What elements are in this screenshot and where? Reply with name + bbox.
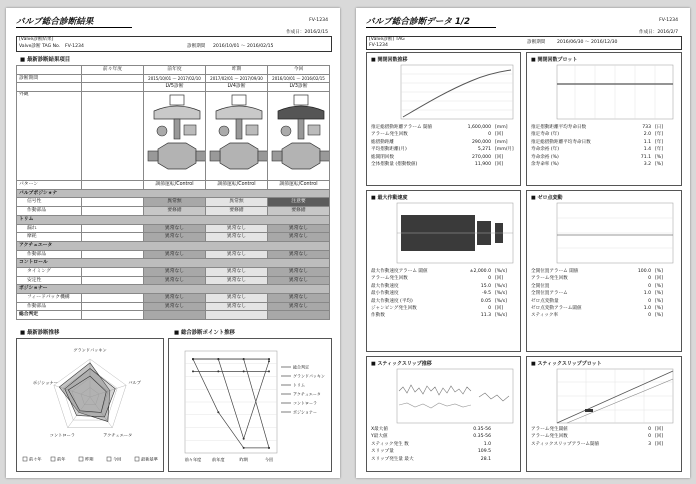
panel-max-speed: [366, 190, 521, 352]
stat-label: スティックスリップアラーム閾値: [531, 441, 600, 447]
panel-title: ■ スティックスリップ推移: [371, 360, 432, 367]
section-title-results: ■ 最新診断結果項目: [20, 55, 70, 63]
result-cell: 異常なし: [206, 302, 268, 311]
stat-unit: [回]: [495, 276, 504, 282]
trend-chart-panel: [168, 338, 332, 472]
result-cell: 異常なし: [268, 302, 330, 311]
stat-value: 0: [488, 132, 491, 138]
stat-label: 全閉位置アラーム: [531, 291, 568, 297]
stat-unit: [%/s]: [495, 291, 507, 297]
tag-value: FV-1234: [369, 42, 388, 48]
stat-value: 28.1: [480, 456, 491, 462]
trend-legend-label: ポジショナー: [293, 409, 317, 415]
result-cell: 異常無: [144, 198, 206, 207]
table-header-row: [17, 66, 330, 75]
stat-label: スティック率: [531, 313, 559, 319]
trend-x-tick: 今回: [264, 457, 274, 462]
row-label: 診断期間: [17, 74, 82, 83]
trend-point: [243, 447, 245, 449]
stat-unit: [年]: [655, 132, 664, 138]
result-cell: 異常なし: [144, 250, 206, 259]
stat-label: 全体摺動量 (摺動数値): [371, 162, 418, 167]
panel-title: ■ ゼロ点変動: [531, 194, 562, 201]
radar-axis-label: バルブ: [128, 379, 141, 385]
table-row-image: [17, 92, 330, 181]
result-cell: 異常なし: [268, 233, 330, 242]
stat-unit: [%]: [655, 291, 663, 297]
stat-unit: [%/s]: [495, 283, 507, 289]
stat-label: 推定総摺動距離平均寿命日数: [531, 139, 591, 145]
table-group-row: [17, 259, 330, 268]
trend-legend-label: コントローラ: [293, 400, 317, 406]
trend-point: [217, 358, 219, 360]
report-page-left: [6, 8, 340, 478]
stat-value: 100.0: [637, 269, 651, 274]
result-cell: 異常なし: [206, 294, 268, 303]
stat-label: アラーム発生閾値: [531, 427, 568, 432]
col-header: 前年度: [144, 66, 206, 75]
result-cell: 異常無: [206, 198, 268, 207]
result-cell: [82, 294, 144, 303]
stat-unit: [%/s]: [495, 298, 507, 304]
radar-legend-swatch: [23, 457, 27, 461]
trend-point: [192, 358, 194, 360]
stat-label: 余寿命率 (%): [531, 162, 559, 167]
diagnosis-groups: [17, 189, 330, 311]
stat-value: 1.1: [643, 139, 651, 145]
stat-value: 71.1: [640, 154, 651, 160]
tag-label: Valve診断 TAG No.: [19, 43, 61, 49]
stat-label: X最大値: [371, 427, 388, 432]
trend-point: [243, 438, 245, 440]
stat-label: 最小作動速度: [371, 291, 399, 297]
pattern-cell: 調節運転/Control: [144, 181, 206, 190]
trend-legend-label: アクチュエータ: [293, 391, 321, 397]
trend-point: [268, 358, 270, 360]
row-label: 作動部品: [17, 250, 82, 259]
stat-unit: [回]: [655, 441, 664, 447]
trend-x-tick: 前年度: [212, 457, 225, 462]
result-cell: [82, 207, 144, 216]
panel-title: ■ 開閉回数プロット: [531, 56, 577, 63]
stat-value: 0: [648, 427, 651, 432]
result-cell: [82, 276, 144, 285]
radar-legend-label: 今回: [113, 456, 122, 462]
stat-label: 総開閉回数: [371, 154, 394, 160]
stat-unit: [回]: [495, 162, 504, 167]
section-title-radar: ■ 最新診断推移: [20, 328, 59, 336]
stat-label: スリップ発生量 最大: [371, 456, 414, 462]
stat-value: 109.5: [477, 449, 491, 455]
header-box: [366, 36, 682, 50]
stat-unit: [%]: [655, 154, 663, 160]
stat-unit: [%]: [655, 298, 663, 304]
row-label: 作動部品: [17, 302, 82, 311]
result-cell: 異常なし: [144, 302, 206, 311]
trend-point: [243, 358, 245, 360]
header-box: [16, 36, 332, 52]
stat-unit: [回]: [495, 306, 504, 311]
stat-label: 作動数: [371, 313, 385, 319]
title-underline: [16, 27, 132, 28]
stat-unit: [%]: [655, 283, 663, 289]
stat-label: 総摺動距離: [371, 139, 394, 145]
stat-value: -9.5: [482, 291, 491, 297]
result-cell: [82, 302, 144, 311]
stat-unit: [%]: [655, 306, 663, 311]
stat-label: ゼロ点変動量: [531, 298, 559, 304]
table-row: [17, 233, 330, 242]
stat-value: 1.0: [483, 441, 491, 447]
row-label: 漏れ: [17, 224, 82, 233]
trend-x-tick: 昨期: [239, 457, 248, 462]
score-label: LV3診断: [268, 83, 330, 92]
image-cell-empty: [82, 92, 144, 181]
pattern-cell: 調節運転/Control: [268, 181, 330, 190]
stat-value: 3: [648, 441, 651, 447]
stat-label: 全開位置アラーム 閾値: [531, 269, 579, 274]
col-header: 昨期: [206, 66, 268, 75]
stat-unit: [%]: [655, 269, 663, 274]
panel-title: ■ スティックスリッププロット: [531, 360, 602, 367]
score-label: LV4診断: [206, 83, 268, 92]
overall-cell: [82, 311, 144, 320]
stat-label: アラーム発生回数: [371, 132, 408, 138]
panel-stick-slip-plot: [526, 356, 682, 472]
stat-label: 寿命余裕 (%): [531, 154, 559, 160]
result-cell: [82, 198, 144, 207]
tag-label: [Valve診断] TAG: [369, 37, 405, 42]
radar-axis-label: グランドパッキン: [73, 347, 107, 353]
row-label: パターン: [17, 181, 82, 190]
stat-value: 0.35-56: [473, 434, 491, 440]
stat-label: 最大作動速度: [371, 283, 399, 289]
group-label: アクチュエータ: [17, 241, 330, 250]
overall-cell: [144, 311, 206, 320]
trend-point: [217, 411, 219, 413]
stat-unit: [年]: [655, 147, 664, 153]
report-page-right: [356, 8, 690, 478]
radar-legend-swatch: [135, 457, 139, 461]
stat-label: ゼロ点変動アラーム閾値: [531, 306, 582, 311]
valve-result-label: [Valve診断結果]: [19, 37, 54, 42]
valve-image-cell: [268, 92, 330, 181]
panel-open-close-trend: [366, 52, 521, 186]
stat-value: ±2,000.0: [469, 269, 491, 274]
stat-value: 0: [648, 313, 651, 319]
stat-value: 11,900: [474, 162, 491, 167]
trend-point: [268, 370, 270, 372]
title-underline: [366, 27, 496, 28]
period-cell: 2016/10/01 ～ 2016/02/15: [268, 74, 330, 83]
stat-value: 15.0: [480, 283, 491, 289]
page-title: バルブ総合診断結果: [16, 17, 94, 27]
radar-chart: [17, 339, 163, 471]
stat-label: アラーム発生回数: [531, 434, 568, 440]
result-cell: 要修繕: [268, 207, 330, 216]
section-title-trend: ■ 総合診断ポイント推移: [174, 328, 235, 336]
panel-title: ■ 開閉回数推移: [371, 56, 407, 63]
table-row: [17, 207, 330, 216]
result-cell: 異常なし: [268, 276, 330, 285]
result-cell: 異常なし: [144, 276, 206, 285]
result-cell: [82, 250, 144, 259]
trend-legend-label: 総合判定: [293, 364, 309, 370]
radar-axis-label: コントローラ: [49, 432, 75, 438]
result-cell: 異常なし: [268, 224, 330, 233]
trend-point: [268, 360, 270, 362]
overall-cell: [206, 311, 268, 320]
period-value: 2016/10/01 ～ 2016/02/15: [213, 43, 274, 49]
stat-label: 寿命余裕 (年): [531, 147, 560, 153]
stat-value: 1.0: [643, 291, 651, 297]
table-row: [17, 181, 330, 190]
row-label: 安定性: [17, 276, 82, 285]
period-label: 診断期間: [187, 43, 206, 49]
stat-unit: [回]: [495, 132, 504, 138]
valve-image-cell: [206, 92, 268, 181]
result-cell: 注意要: [268, 198, 330, 207]
stat-value: 0: [648, 283, 651, 289]
stat-unit: [回]: [655, 434, 664, 440]
stick-slip-plot-chart: [527, 357, 681, 471]
table-group-row: [17, 285, 330, 294]
stat-label: 推定摺動距離平均寿命日数: [531, 125, 587, 130]
control-valve-illustration: [146, 93, 206, 177]
row-label: 作動部品: [17, 207, 82, 216]
trend-chart: [169, 339, 331, 471]
group-label: ポジショナー: [17, 285, 330, 294]
result-cell: 異常なし: [268, 294, 330, 303]
row-label-blank: [17, 83, 82, 92]
table-group-row: [17, 189, 330, 198]
result-cell: 異常なし: [206, 224, 268, 233]
period-cell: 2015/10/01 ～ 2017/02/10: [144, 74, 206, 83]
control-valve-illustration: [270, 93, 330, 177]
stat-label: ジャンピング発生回数: [371, 306, 417, 311]
stat-label: スティック発生 数: [371, 441, 409, 447]
stat-value: 0: [488, 306, 491, 311]
result-cell: 異常なし: [206, 276, 268, 285]
stat-value: 0.05: [480, 298, 491, 304]
sheet-number: FV-1234: [659, 18, 678, 23]
stat-label: 推定寿命 (年): [531, 132, 560, 138]
row-label: 外観: [17, 92, 82, 181]
stat-value: 2.0: [643, 132, 651, 138]
score-label: [82, 83, 144, 92]
table-row: [17, 267, 330, 276]
radar-legend-swatch: [107, 457, 111, 461]
row-label: タイミング: [17, 267, 82, 276]
control-valve-illustration: [208, 93, 268, 177]
stat-value: 733: [642, 125, 651, 130]
group-label: バルブポジショナ: [17, 189, 330, 198]
radar-legend-label: 昨期: [85, 456, 94, 462]
valve-image-cell: [144, 92, 206, 181]
radar-legend-label: 最新基準: [141, 456, 158, 462]
table-group-row: [17, 241, 330, 250]
trend-point: [268, 447, 270, 449]
period-value: 2016/06/30 ～ 2016/12/30: [557, 40, 618, 45]
stat-unit: [mm/月]: [495, 147, 514, 153]
stat-label: 平均摺動距離(月): [371, 147, 407, 153]
panel-stick-slip-trend: [366, 356, 521, 472]
period-label: 診断期間: [527, 40, 546, 45]
stat-value: 5,271: [477, 147, 491, 153]
result-cell: 要修繕: [206, 207, 268, 216]
result-cell: 異常なし: [144, 233, 206, 242]
stat-unit: [回]: [655, 427, 664, 432]
result-cell: 異常なし: [144, 224, 206, 233]
trend-point: [192, 370, 194, 372]
table-corner: [17, 66, 82, 75]
created-date: 作成日：2016/2/15: [286, 30, 328, 35]
score-label: LV5診断: [144, 83, 206, 92]
result-cell: [82, 267, 144, 276]
col-header: 前々年度: [82, 66, 144, 75]
stat-unit: [回]: [655, 276, 664, 282]
sheet-number: FV-1234: [309, 18, 328, 23]
table-row: [17, 74, 330, 83]
group-label: コントロール: [17, 259, 330, 268]
table-row: [17, 276, 330, 285]
table-row: [17, 294, 330, 303]
row-label: 総合判定: [17, 311, 82, 320]
stat-unit: [mm]: [495, 125, 508, 130]
stat-unit: [%]: [655, 162, 663, 167]
result-cell: 異常なし: [206, 267, 268, 276]
result-cell: 要修繕: [144, 207, 206, 216]
trend-legend-label: グランドパッキン: [293, 373, 325, 379]
trend-x-tick: 前々年度: [184, 457, 202, 462]
created-date: 作成日：2016/2/7: [638, 30, 678, 35]
stat-label: アラーム発生回数: [531, 276, 568, 282]
result-cell: 異常なし: [206, 233, 268, 242]
period-cell: [82, 74, 144, 83]
stat-value: 1.4: [643, 147, 651, 153]
radar-legend-swatch: [79, 457, 83, 461]
stat-label: 推定総摺動距離アラーム 閾値: [371, 125, 433, 130]
trend-legend-label: トリム: [293, 382, 305, 388]
page-title: バルブ総合診断データ 1/2: [366, 17, 471, 27]
overall-cell: [268, 311, 330, 320]
radar-legend-swatch: [51, 457, 55, 461]
stat-unit: [日]: [655, 125, 664, 130]
table-row-overall: [17, 311, 330, 320]
stat-value: 0: [488, 276, 491, 282]
stat-value: 290,000: [472, 139, 491, 145]
row-label: 摩耗: [17, 233, 82, 242]
table-row: [17, 250, 330, 259]
tag-value: FV-1234: [65, 43, 84, 49]
result-cell: [82, 233, 144, 242]
pattern-cell: 調節運転/Control: [206, 181, 268, 190]
stat-value: 0: [648, 276, 651, 282]
stat-unit: [回]: [495, 154, 504, 160]
stat-value: 11.3: [480, 313, 491, 319]
result-cell: 異常なし: [268, 267, 330, 276]
radar-legend-label: 前々年: [29, 456, 42, 462]
stat-value: 270,000: [472, 154, 491, 160]
stat-label: 全開位置: [531, 283, 550, 289]
result-cell: 異常なし: [144, 294, 206, 303]
radar-chart-panel: [16, 338, 164, 472]
trend-point: [217, 370, 219, 372]
panel-title: ■ 最大作動速度: [371, 194, 407, 201]
stat-label: 最大作動速度 (平均): [371, 298, 413, 304]
row-label: フィードバック機構: [17, 294, 82, 303]
radar-legend-label: 前年: [57, 456, 66, 462]
result-cell: [82, 224, 144, 233]
stat-unit: [%/s]: [495, 269, 507, 274]
panel-zero-drift: [526, 190, 682, 352]
stat-value: 0: [648, 434, 651, 440]
trend-point: [243, 370, 245, 372]
stat-value: 3.2: [643, 162, 651, 167]
stat-unit: [mm]: [495, 139, 508, 145]
stat-label: Y最大値: [371, 434, 388, 440]
stat-unit: [%/s]: [495, 313, 507, 319]
table-row: [17, 83, 330, 92]
col-header: 今回: [268, 66, 330, 75]
row-label: 信号性: [17, 198, 82, 207]
stat-label: アラーム発生回数: [371, 276, 408, 282]
stat-value: 0: [648, 298, 651, 304]
result-cell: 異常なし: [206, 250, 268, 259]
stat-value: 0.35-56: [473, 427, 491, 432]
radar-axis-label: アクチュエータ: [103, 432, 133, 438]
stat-value: 1.0: [643, 306, 651, 311]
table-group-row: [17, 215, 330, 224]
diagnosis-table: [16, 65, 330, 320]
stat-label: スリップ量: [371, 449, 394, 455]
stat-value: 1,600,000: [467, 125, 491, 130]
pattern-cell: [82, 181, 144, 190]
stat-unit: [年]: [655, 139, 664, 145]
stat-unit: [%]: [655, 313, 663, 319]
stat-label: 最大作動速度アラーム 閾値: [371, 269, 428, 274]
radar-axis-label: ポジショナー: [32, 379, 58, 385]
table-row: [17, 198, 330, 207]
result-cell: 異常なし: [144, 267, 206, 276]
group-label: トリム: [17, 215, 330, 224]
table-row: [17, 224, 330, 233]
period-cell: 2017/02/01 ～ 2017/09/30: [206, 74, 268, 83]
table-row: [17, 302, 330, 311]
panel-open-close-plot: [526, 52, 682, 186]
result-cell: 異常なし: [268, 250, 330, 259]
